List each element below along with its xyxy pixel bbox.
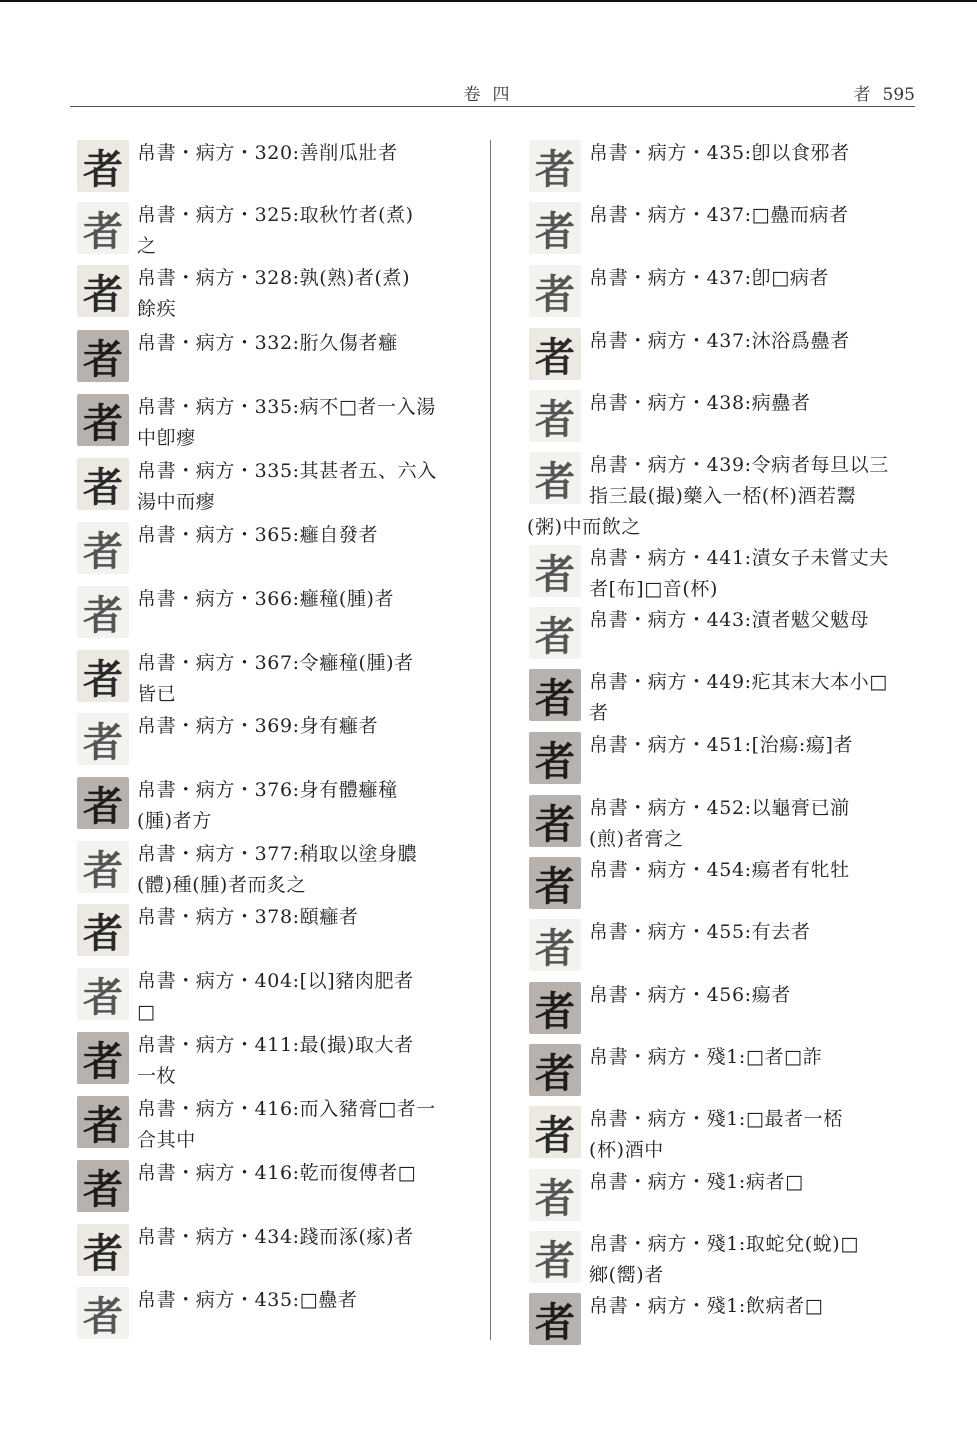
entry-citation bbox=[137, 1285, 470, 1316]
entry-citation bbox=[589, 793, 922, 855]
citation-line: 帛書・病方・441:漬女子未嘗丈夫 bbox=[589, 547, 889, 569]
character-rubbing-image: 者 bbox=[77, 841, 129, 893]
character-rubbing-image: 者 bbox=[77, 1160, 129, 1212]
citation-line: 帛書・病方・殘1:□者□詐 bbox=[589, 1046, 823, 1068]
entry-citation bbox=[137, 263, 470, 325]
citation-line: 帛書・病方・451:[治瘍:瘍]者 bbox=[589, 734, 854, 756]
citation-line: 之 bbox=[137, 235, 157, 257]
citation-line: 帛書・病方・325:取秋竹者(煮) bbox=[137, 204, 414, 226]
citation-line: 者 bbox=[589, 702, 609, 724]
entry-citation bbox=[137, 584, 470, 615]
entry-citation bbox=[137, 1158, 470, 1189]
entry-citation bbox=[137, 392, 470, 454]
entry-citation bbox=[589, 605, 922, 636]
citation-line: 帛書・病方・332:胻久傷者癰 bbox=[137, 332, 398, 354]
entry-citation bbox=[589, 200, 922, 231]
character-rubbing-image: 者 bbox=[77, 650, 129, 702]
citation-line: 帛書・病方・411:最(撮)取大者 bbox=[137, 1034, 414, 1056]
citation-line: 帛書・病方・456:瘍者 bbox=[589, 984, 791, 1006]
citation-line: 帛書・病方・377:稍取以塗身膿 bbox=[137, 843, 418, 865]
character-rubbing-image: 者 bbox=[77, 777, 129, 829]
entry-citation bbox=[589, 1229, 922, 1291]
citation-line: 帛書・病方・449:疕其末大本小□ bbox=[589, 671, 888, 693]
citation-line: (杯)酒中 bbox=[589, 1139, 664, 1161]
citation-line: 帛書・病方・416:乾而復傅者□ bbox=[137, 1162, 417, 1184]
character-rubbing-image: 者 bbox=[77, 1224, 129, 1276]
character-rubbing-image: 者 bbox=[529, 452, 581, 504]
citation-line: 帛書・病方・369:身有癰者 bbox=[137, 715, 379, 737]
character-rubbing-image: 者 bbox=[77, 394, 129, 446]
character-rubbing-image: 者 bbox=[77, 458, 129, 510]
citation-line: 帛書・病方・376:身有體癰穜 bbox=[137, 779, 398, 801]
entry-citation bbox=[589, 388, 922, 419]
citation-line: 一枚 bbox=[137, 1065, 177, 1087]
entry-citation bbox=[137, 200, 470, 262]
character-rubbing-image: 者 bbox=[529, 1169, 581, 1221]
entry-citation bbox=[137, 1094, 470, 1156]
citation-line: 帛書・病方・437:□蠱而病者 bbox=[589, 204, 849, 226]
citation-line: 帛書・病方・殘1:取蛇兌(蛻)□ bbox=[589, 1233, 859, 1255]
citation-line: 帛書・病方・452:以龜膏已湔 bbox=[589, 797, 850, 819]
character-rubbing-image: 者 bbox=[77, 1287, 129, 1339]
character-rubbing-image: 者 bbox=[529, 607, 581, 659]
citation-line: 帛書・病方・殘1:□最者一桮 bbox=[589, 1108, 843, 1130]
character-rubbing-image: 者 bbox=[529, 982, 581, 1034]
citation-line: 鄉(嚮)者 bbox=[589, 1264, 664, 1286]
character-rubbing-image: 者 bbox=[529, 795, 581, 847]
character-rubbing-image: 者 bbox=[77, 265, 129, 317]
citation-line: 餘疾 bbox=[137, 298, 177, 320]
entry-citation bbox=[589, 855, 922, 886]
entry-citation bbox=[589, 326, 922, 357]
citation-line: 湯中而瘳 bbox=[137, 491, 216, 513]
character-rubbing-image: 者 bbox=[529, 265, 581, 317]
entry-citation bbox=[137, 456, 470, 518]
citation-line: 帛書・病方・378:頤癰者 bbox=[137, 906, 359, 928]
character-rubbing-image: 者 bbox=[77, 713, 129, 765]
entry-citation bbox=[589, 917, 922, 948]
character-rubbing-image: 者 bbox=[77, 140, 129, 192]
character-rubbing-image: 者 bbox=[529, 545, 581, 597]
character-rubbing-image: 者 bbox=[77, 586, 129, 638]
citation-line: (煎)者膏之 bbox=[589, 828, 684, 850]
character-rubbing-image: 者 bbox=[77, 968, 129, 1020]
top-border bbox=[0, 0, 977, 2]
citation-line: 帛書・病方・438:病蠱者 bbox=[589, 392, 811, 414]
entry-citation bbox=[589, 543, 922, 605]
entry-citation bbox=[589, 1167, 922, 1198]
citation-line: 帛書・病方・320:善削瓜壯者 bbox=[137, 142, 398, 164]
entry-citation bbox=[137, 520, 470, 551]
entry-citation bbox=[137, 902, 470, 933]
citation-line: 帛書・病方・335:其甚者五、六入 bbox=[137, 460, 437, 482]
volume-title: 卷四 bbox=[463, 85, 522, 105]
entry-citation bbox=[589, 138, 922, 169]
citation-line: 者[布]□音(杯) bbox=[589, 578, 719, 600]
entry-citation bbox=[589, 1104, 922, 1166]
citation-line: (體)種(腫)者而炙之 bbox=[137, 874, 307, 896]
entry-citation bbox=[137, 775, 470, 837]
entry-citation bbox=[137, 648, 470, 710]
citation-line: 中卽瘳 bbox=[137, 427, 196, 449]
entry-citation bbox=[589, 980, 922, 1011]
citation-line: 帛書・病方・殘1:病者□ bbox=[589, 1171, 804, 1193]
citation-line: 帛書・病方・455:有去者 bbox=[589, 921, 811, 943]
entry-citation bbox=[137, 328, 470, 359]
character-rubbing-image: 者 bbox=[529, 202, 581, 254]
character-rubbing-image: 者 bbox=[77, 522, 129, 574]
citation-line: 帛書・病方・454:瘍者有牝牡 bbox=[589, 859, 850, 881]
citation-line: 帛書・病方・365:癰自發者 bbox=[137, 524, 379, 546]
entry-citation bbox=[527, 450, 922, 543]
citation-line: 帛書・病方・367:令癰穜(腫)者 bbox=[137, 652, 414, 674]
character-rubbing-image: 者 bbox=[529, 919, 581, 971]
citation-line: 帛書・病方・335:病不□者一入湯 bbox=[137, 396, 436, 418]
character-rubbing-image: 者 bbox=[77, 1032, 129, 1084]
citation-line: (粥)中而飲之 bbox=[527, 516, 642, 538]
entry-citation bbox=[137, 966, 470, 1028]
citation-line: 帛書・病方・437:沐浴爲蠱者 bbox=[589, 330, 850, 352]
character-rubbing-image: 者 bbox=[529, 390, 581, 442]
citation-line: 合其中 bbox=[137, 1129, 196, 1151]
citation-line: 帛書・病方・439:令病者每旦以三 bbox=[589, 454, 889, 476]
citation-line: 帛書・病方・404:[以]豬肉肥者 bbox=[137, 970, 414, 992]
character-rubbing-image: 者 bbox=[77, 330, 129, 382]
entry-citation bbox=[137, 138, 470, 169]
citation-line: 帛書・病方・416:而入豬膏□者一 bbox=[137, 1098, 436, 1120]
running-header bbox=[70, 80, 915, 107]
character-rubbing-image: 者 bbox=[529, 1106, 581, 1158]
citation-line: (腫)者方 bbox=[137, 810, 212, 832]
entry-citation bbox=[589, 263, 922, 294]
character-rubbing-image: 者 bbox=[529, 140, 581, 192]
entry-citation bbox=[137, 1030, 470, 1092]
citation-line: 帛書・病方・366:癰穜(腫)者 bbox=[137, 588, 395, 610]
page-number: 595 bbox=[882, 85, 915, 105]
character-rubbing-image: 者 bbox=[529, 857, 581, 909]
entry-citation bbox=[589, 1042, 922, 1073]
character-rubbing-image: 者 bbox=[77, 1096, 129, 1148]
citation-line: 皆已 bbox=[137, 683, 177, 705]
citation-line: 帛書・病方・328:孰(熟)者(煮) bbox=[137, 267, 411, 289]
citation-line: 帛書・病方・443:漬者魃父魃母 bbox=[589, 609, 870, 631]
character-rubbing-image: 者 bbox=[77, 202, 129, 254]
entry-citation bbox=[589, 667, 922, 729]
entry-citation bbox=[137, 1222, 470, 1253]
citation-line: 帛書・病方・435:□蠱者 bbox=[137, 1289, 358, 1311]
heading-character: 者 bbox=[853, 85, 871, 105]
character-rubbing-image: 者 bbox=[77, 904, 129, 956]
character-rubbing-image: 者 bbox=[529, 1044, 581, 1096]
page-heading bbox=[854, 80, 915, 105]
character-rubbing-image: 者 bbox=[529, 669, 581, 721]
character-rubbing-image: 者 bbox=[529, 1231, 581, 1283]
column-divider bbox=[490, 140, 491, 1340]
citation-line: □ bbox=[137, 1001, 156, 1023]
citation-line: 帛書・病方・殘1:飲病者□ bbox=[589, 1295, 824, 1317]
character-rubbing-image: 者 bbox=[529, 1293, 581, 1345]
citation-line: 帛書・病方・434:踐而涿(瘃)者 bbox=[137, 1226, 414, 1248]
character-rubbing-image: 者 bbox=[529, 732, 581, 784]
entry-citation bbox=[137, 711, 470, 742]
entry-citation bbox=[589, 730, 922, 761]
citation-line: 帛書・病方・437:卽□病者 bbox=[589, 267, 830, 289]
citation-line: 帛書・病方・435:卽以食邪者 bbox=[589, 142, 850, 164]
citation-line: 指三最(撮)藥入一桮(杯)酒若鬻 bbox=[589, 485, 857, 507]
entry-citation bbox=[137, 839, 470, 901]
character-rubbing-image: 者 bbox=[529, 328, 581, 380]
entry-citation bbox=[589, 1291, 922, 1322]
